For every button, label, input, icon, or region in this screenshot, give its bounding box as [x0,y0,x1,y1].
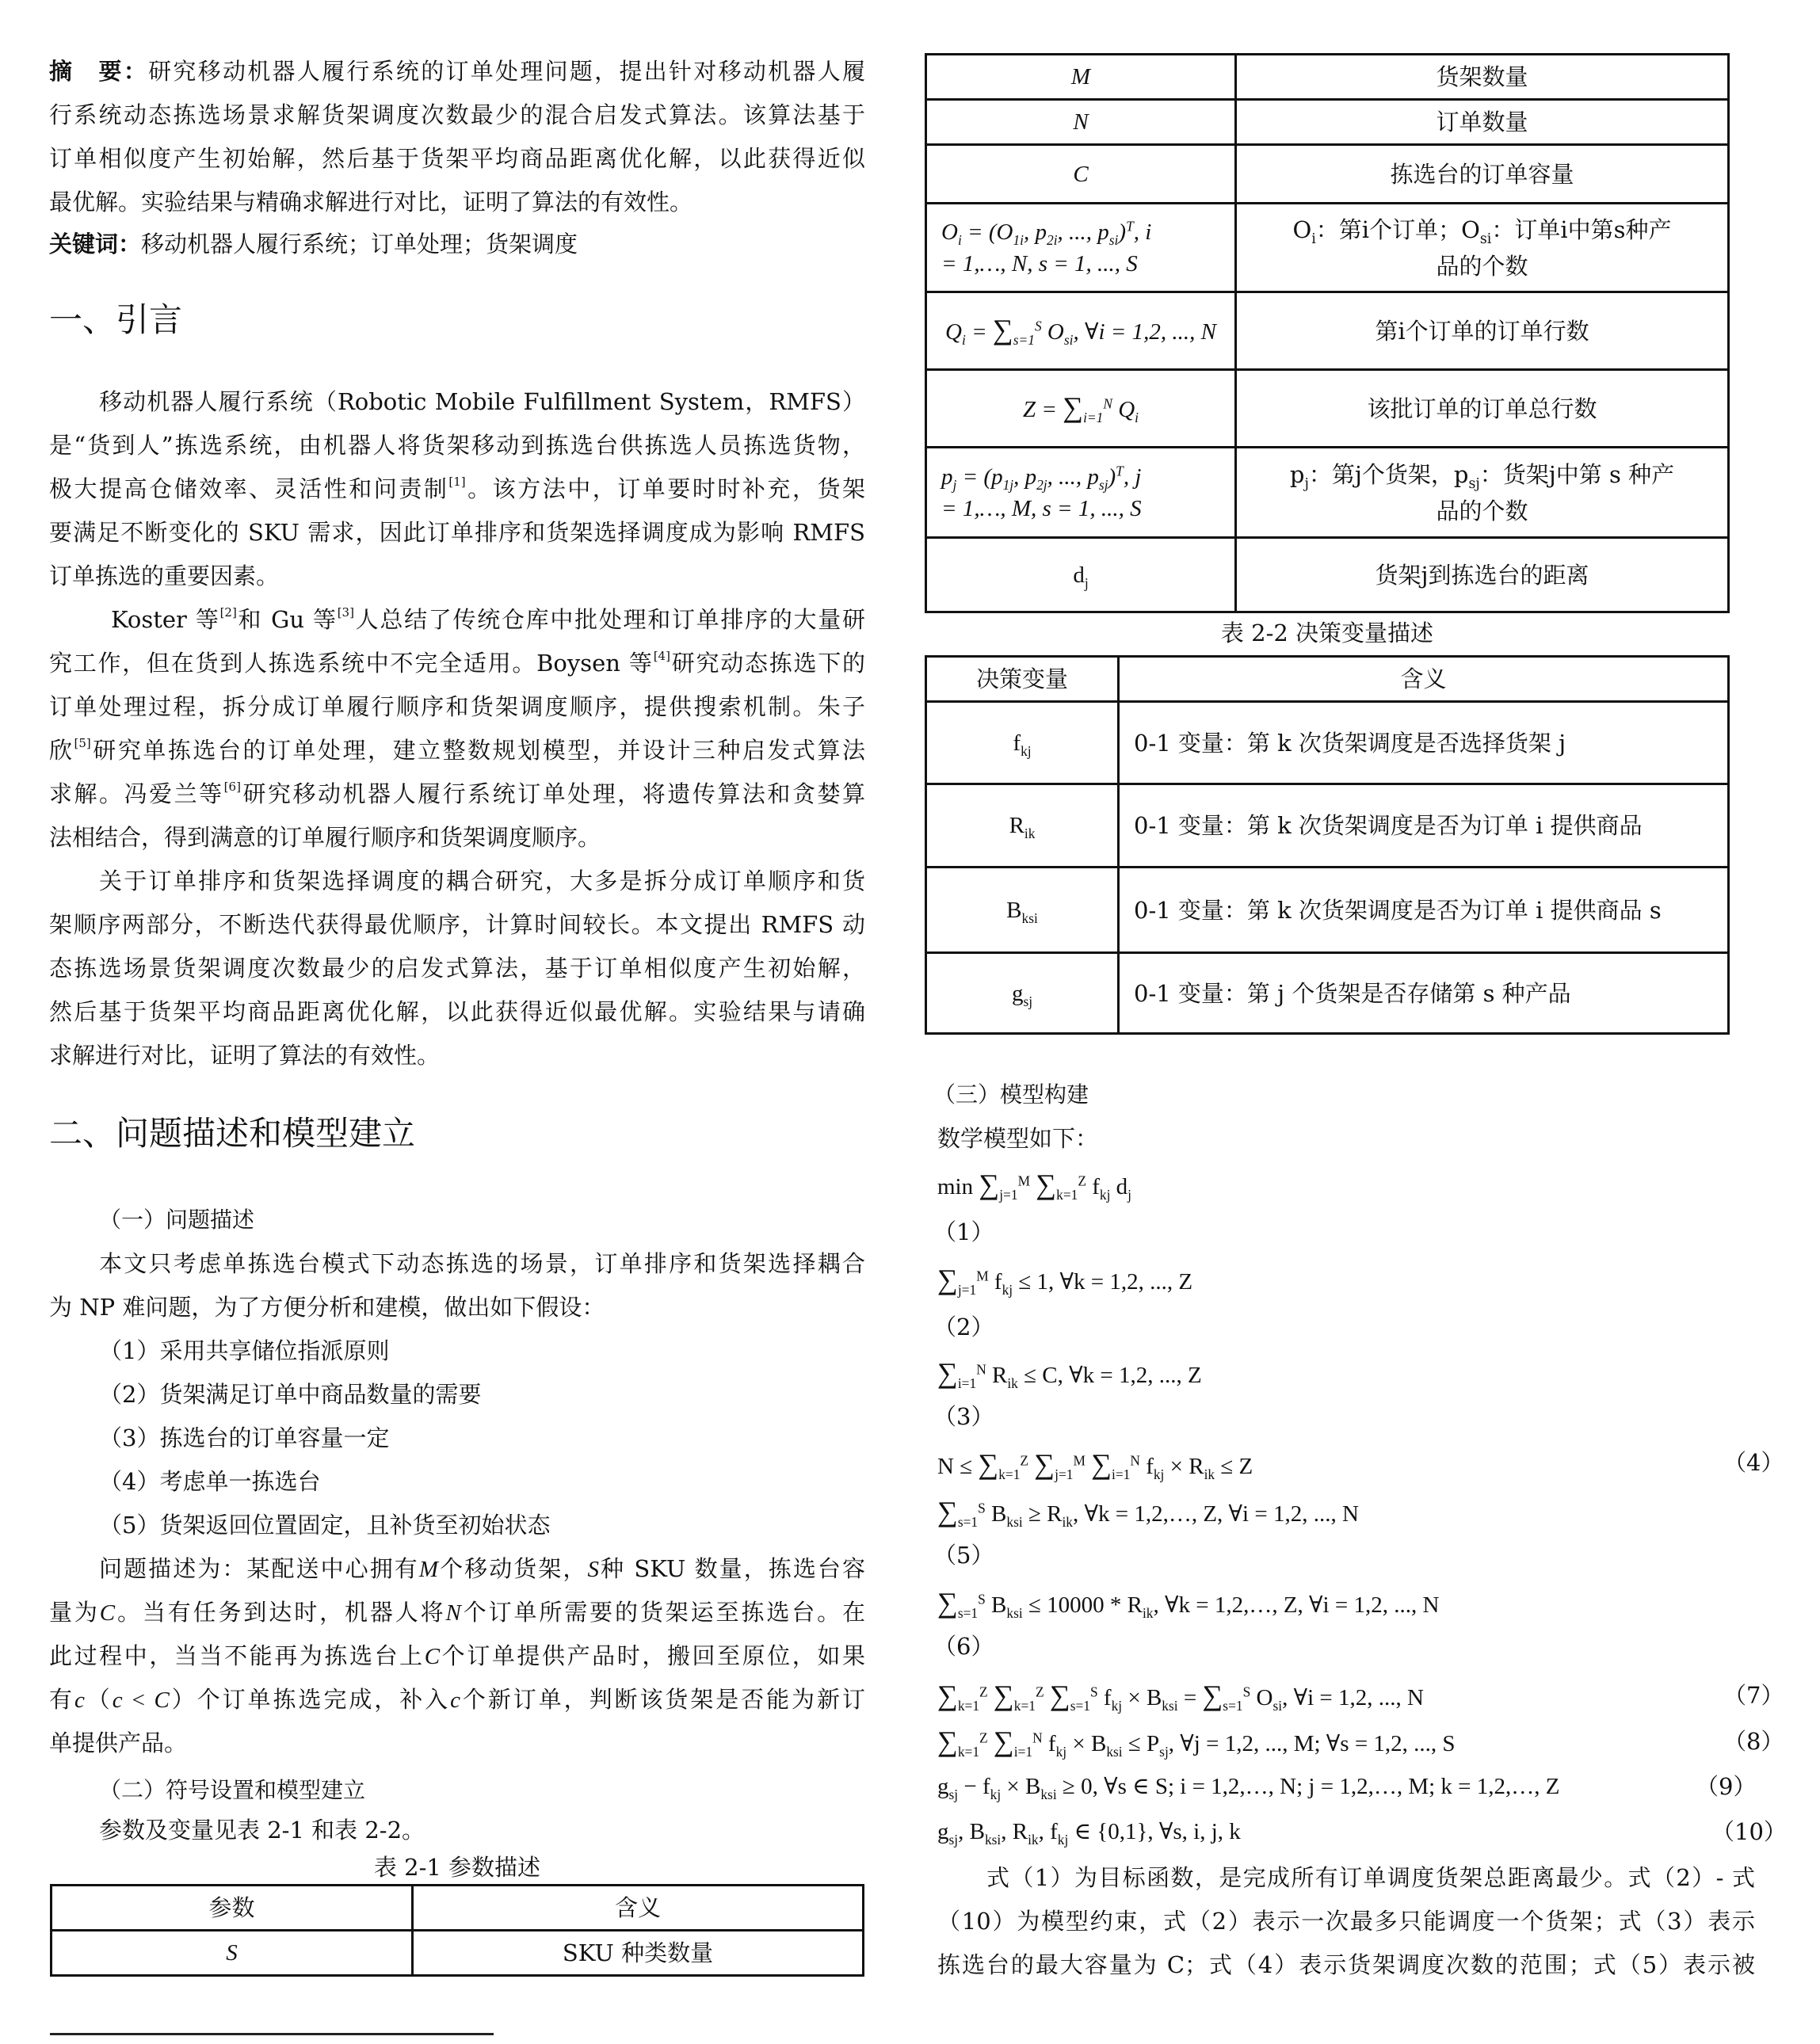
variable-M: M [418,1557,438,1582]
text-run: 极大提高仓储效率、灵活性和问责制 [49,475,449,502]
abstract-line-3: 订单相似度产生初始解，然后基于货架平均商品距离优化解，以此获得近似 [49,145,865,172]
decision-meaning: 0-1 变量：第 j 个货架是否存储第 s 种产品 [1119,953,1729,1034]
abstract-line-2: 行系统动态拣选场景求解货架调度次数最少的混合启发式算法。该算法基于 [49,101,865,128]
intro-para2-line-6: 法相结合，得到满意的订单履行顺序和货架调度顺序。 [49,824,601,851]
table-2-1-part2 [925,53,1730,613]
table-row [926,292,1729,370]
equation-7: $\sum_{k=1}^Z$ $\sum_{k=1}^Z$ $\sum_{s=1}^S$ $f_{kj} \times B_{ksi} = \sum_{s=1}^S$ $O_{si}$, ∀i = 1,2, ..., N [937,1680,1424,1714]
table-row [52,1931,864,1976]
section-heading-introduction: 一、引言 [49,300,183,339]
equation-10: $g_{sj}$, $B_{ksi}$, $R_{ik}$, $f_{kj}$ ∈ {0,1}, ∀s, i, j, k [937,1819,1241,1848]
citation-3[interactable]: [3] [337,605,354,620]
subsection-model-construction: （三）模型构建 [933,1081,1089,1108]
equation-9: $g_{sj} - f_{kj} \times B_{ksi} \ge 0$, ∀s ∈ S; i = 1,2,…, N; j = 1,2,…, M; k = 1,2,…, Z [937,1774,1560,1802]
problem-statement-line-5: 单提供产品。 [49,1729,188,1756]
param-symbol-distance: $d_j$ [926,538,1236,612]
abstract-line-1 [49,55,865,87]
variable-C: C [424,1644,441,1669]
inequality-c-lt-C: c < C [112,1687,170,1713]
intro-para2-line-2 [49,647,865,679]
text-run: ）个订单拣选完成，补入 [169,1686,451,1713]
variable-c: c [74,1687,85,1713]
keywords-label: 关键词： [49,231,142,257]
assumption-2: （2）货架满足订单中商品数量的需要 [99,1381,482,1408]
model-intro-text: 数学模型如下： [937,1125,1099,1152]
equation-10-number: （10） [1711,1818,1787,1845]
subsection-problem-description: （一）问题描述 [99,1207,255,1233]
table-2-2 [925,655,1730,1035]
explanation-line-3: 拣选台的最大容量为 C；式（4）表示货架调度次数的范围；式（5）表示被 [937,1951,1755,1978]
table-row [926,448,1729,538]
problem-intro-line-2: 为 NP 难问题，为了方便分析和建模，做出如下假设： [49,1294,605,1321]
see-tables-text: 参数及变量见表 2-1 和表 2-2。 [99,1817,425,1844]
equation-1: $\min \sum_{j=1}^M$ $\sum_{k=1}^Z$ $f_{kj}$ $d_j$ [937,1169,1131,1203]
text-run: 问题描述为：某配送中心拥有 [99,1555,419,1582]
intro-para3-line-2: 架顺序两部分，不断迭代获得最优顺序，计算时间较长。本文提出 RMFS 动 [49,911,865,938]
equation-8-number: （8） [1723,1728,1784,1755]
problem-statement-line-1 [99,1553,865,1585]
explanation-line-2: （10）为模型约束，式（2）表示一次最多只能调度一个货架；式（3）表示 [937,1908,1755,1935]
param-symbol-order-vector [926,204,1236,292]
decision-variable: $B_{ksi}$ [926,868,1119,953]
table-row [926,145,1729,204]
equation-9-number: （9） [1696,1773,1757,1800]
param-symbol-order-lines: $Q_i = \sum_{s=1}^S$ $O_{si}$, ∀i = 1,2, ..., N [926,292,1236,370]
param-meaning: 货架j到拣选台的距离 [1236,538,1729,612]
text-run: 个移动货架， [438,1555,588,1582]
equation-8: $\sum_{k=1}^Z$ $\sum_{i=1}^N$ $f_{kj} \times B_{ksi} \le P_{sj}$, ∀j = 1,2, ..., M; ∀s = 1,2, ..., S [937,1726,1456,1760]
param-symbol: S [52,1931,413,1976]
param-symbol-shelf-vector [926,448,1236,538]
table-header-row [52,1886,864,1931]
order-vector-meaning-line-1: $O_i$：第i个订单；$O_{si}$：订单i中第s种产 [1292,215,1672,247]
table-row [926,100,1729,145]
table-header-row [926,657,1729,702]
order-vector-formula-line-2: = 1,…, N, s = 1, ..., S [941,250,1138,276]
text-run: 个新订单，判断该货架是否能为新订 [460,1686,865,1713]
param-symbol-total-lines: $Z = \sum_{i=1}^N$ $Q_i$ [926,370,1236,448]
table-header-cell: 决策变量 [926,657,1119,702]
table-2-2-caption: 表 2-2 决策变量描述 [1220,620,1434,646]
intro-para3-line-1: 关于订单排序和货架选择调度的耦合研究，大多是拆分成订单顺序和货 [99,868,865,894]
intro-para2-line-1 [111,604,865,635]
intro-para3-line-4: 然后基于货架平均商品距离优化解，以此获得近似最优解。实验结果与请确 [49,998,865,1025]
section-heading-problem-model: 二、问题描述和模型建立 [49,1114,416,1153]
shelf-vector-formula-line-1: $p_j = (p_{1j}$, $p_{2j}$, ..., $p_{sj})^T$, j [941,462,1142,493]
text-run: 量为 [49,1599,100,1626]
param-meaning: 该批订单的订单总行数 [1236,370,1729,448]
equation-7-number: （7） [1723,1682,1784,1709]
intro-para3-line-3: 态拣选场景货架调度次数最少的启发式算法，基于订单相似度产生初始解， [49,955,865,982]
table-row [926,370,1729,448]
citation-4[interactable]: [4] [653,649,670,663]
variable-S: S [587,1557,599,1582]
equation-4-number: （4） [1723,1449,1784,1476]
citation-1[interactable]: [1] [448,475,466,489]
table-header-cell: 含义 [413,1886,864,1931]
problem-statement-line-3 [49,1640,865,1672]
assumption-3: （3）拣选台的订单容量一定 [99,1424,390,1451]
decision-meaning: 0-1 变量：第 k 次货架调度是否选择货架 j [1119,702,1729,784]
param-meaning-order-vector [1236,204,1729,292]
equation-2-number: （2） [933,1314,994,1340]
keywords-line [49,228,865,260]
footnote-divider [50,2033,494,2035]
text-run: 研究动态拣选下的 [670,650,865,677]
order-vector-formula-line-1: $O_i = (O_{1i}$, $p_{2i}$, ..., $p_{si})^T$, i [941,217,1152,248]
table-row [926,953,1729,1034]
text-run: 和 Gu 等 [236,606,338,633]
intro-para1-line-4: 要满足不断变化的 SKU 需求，因此订单排序和货架选择调度成为影响 RMFS [49,519,865,546]
citation-5[interactable]: [5] [74,736,91,750]
decision-meaning: 0-1 变量：第 k 次货架调度是否为订单 i 提供商品 s [1119,868,1729,953]
text-run: 个订单所需要的货架运至拣选台。在 [460,1599,865,1626]
equation-3: $\sum_{i=1}^N$ $R_{ik} \le C$, ∀k = 1,2, ..., Z [937,1357,1202,1391]
equation-4: $N \le \sum_{k=1}^Z$ $\sum_{j=1}^M$ $\sum_{i=1}^N$ $f_{kj} \times R_{ik} \le Z$ [937,1448,1253,1482]
text-run: 究工作，但在货到人拣选系统中不完全适用。Boysen 等 [49,650,654,677]
variable-N: N [445,1600,461,1626]
text-run: 求解。冯爱兰等 [49,780,224,807]
param-meaning: SKU 种类数量 [413,1931,864,1976]
param-meaning: 货架数量 [1236,55,1729,100]
table-2-1-part1 [50,1884,864,1977]
shelf-vector-formula-line-2: = 1,…, M, s = 1, ..., S [941,495,1142,521]
text-run: 此过程中，当当不能再为拣选台上 [49,1642,425,1669]
text-run: 欣 [49,737,74,764]
abstract-label: 摘 要： [49,58,149,85]
table-2-1-caption: 表 2-1 参数描述 [373,1854,541,1881]
param-meaning: 第i个订单的订单行数 [1236,292,1729,370]
text-run: 人总结了传统仓库中批处理和订单排序的大量研 [353,606,865,633]
variable-C: C [99,1600,116,1626]
equation-3-number: （3） [933,1403,994,1430]
decision-variable: $R_{ik}$ [926,784,1119,868]
text-run: 个订单提供产品时，搬回至原位，如果 [440,1642,865,1669]
text-run: 。该方法中，订单要时时补充，货架 [465,475,865,502]
decision-meaning: 0-1 变量：第 k 次货架调度是否为订单 i 提供商品 [1119,784,1729,868]
explanation-line-1: 式（1）为目标函数，是完成所有订单调度货架总距离最少。式（2）- 式 [986,1864,1755,1891]
intro-para3-line-5: 求解进行对比，证明了算法的有效性。 [49,1042,441,1069]
table-row [926,702,1729,784]
decision-variable: $g_{sj}$ [926,953,1119,1034]
text-run: 种 SKU 数量，拣选台容 [598,1555,865,1582]
text-run: （ [84,1686,113,1713]
equation-5-number: （5） [933,1542,994,1569]
shelf-vector-meaning-line-1: $p_j$：第j个货架，$p_{sj}$：货架j中第 s 种产 [1289,460,1675,492]
table-row [926,55,1729,100]
equation-2: $\sum_{j=1}^M$ $f_{kj} \le 1$, ∀k = 1,2, ..., Z [937,1264,1193,1298]
decision-variable: $f_{kj}$ [926,702,1119,784]
problem-statement-line-4 [49,1684,865,1716]
assumption-4: （4）考虑单一拣选台 [99,1468,321,1495]
table-header-cell: 含义 [1119,657,1729,702]
equation-6-number: （6） [933,1633,994,1660]
intro-para2-line-4 [49,734,865,766]
table-row [926,784,1729,868]
table-row [926,204,1729,292]
text-run: Koster 等 [111,606,220,633]
text-run: 。当有任务到达时，机器人将 [115,1599,446,1626]
param-symbol: M [926,55,1236,100]
equation-1-number: （1） [933,1218,994,1245]
text-run: 研究单拣选台的订单处理，建立整数规划模型，并设计三种启发式算法 [90,737,865,764]
intro-para1-line-5: 订单拣选的重要因素。 [49,562,280,589]
table-header-cell: 参数 [52,1886,413,1931]
param-symbol: N [926,100,1236,145]
text-run: 研究移动机器人履行系统订单处理，将遗传算法和贪婪算 [240,780,865,807]
assumption-1: （1）采用共享储位指派原则 [99,1337,390,1364]
citation-6[interactable]: [6] [223,780,241,794]
table-row [926,868,1729,953]
intro-para1-line-3 [49,473,865,505]
assumption-5: （5）货架返回位置固定，且补货至初始状态 [99,1512,551,1539]
param-meaning: 订单数量 [1236,100,1729,145]
problem-statement-line-2 [49,1596,865,1629]
citation-2[interactable]: [2] [219,605,237,620]
param-symbol: C [926,145,1236,204]
variable-c: c [450,1687,460,1713]
equation-6: $\sum_{s=1}^S$ $B_{ksi} \le 10000 * R_{ik}$, ∀k = 1,2,…, Z, ∀i = 1,2, ..., N [937,1587,1440,1621]
keywords-text: 移动机器人履行系统；订单处理；货架调度 [141,231,578,257]
shelf-vector-meaning-line-2: 品的个数 [1436,497,1528,524]
order-vector-meaning-line-2: 品的个数 [1436,252,1528,280]
param-meaning-shelf-vector [1236,448,1729,538]
intro-para2-line-5 [49,778,865,810]
abstract-line-4: 最优解。实验结果与精确求解进行对比，证明了算法的有效性。 [49,189,693,215]
problem-intro-line-1: 本文只考虑单拣选台模式下动态拣选的场景，订单排序和货架选择耦合 [99,1250,865,1277]
table-row [926,538,1729,612]
intro-para2-line-3: 订单处理过程，拆分成订单履行顺序和货架调度顺序，提供搜索机制。朱子 [49,693,865,720]
subsection-symbols: （二）符号设置和模型建立 [99,1777,366,1803]
param-meaning: 拣选台的订单容量 [1236,145,1729,204]
equation-5: $\sum_{s=1}^S$ $B_{ksi} \ge R_{ik}$, ∀k = 1,2,…, Z, ∀i = 1,2, ..., N [937,1496,1359,1530]
abstract-text: 研究移动机器人履行系统的订单处理问题，提出针对移动机器人履 [148,58,865,85]
intro-para1-line-2: 是“货到人”拣选系统，由机器人将货架移动到拣选台供拣选人员拣选货物， [49,432,865,459]
intro-para1-line-1: 移动机器人履行系统（Robotic Mobile Fulfillment System，RMFS） [99,388,865,415]
text-run: 有 [49,1686,74,1713]
